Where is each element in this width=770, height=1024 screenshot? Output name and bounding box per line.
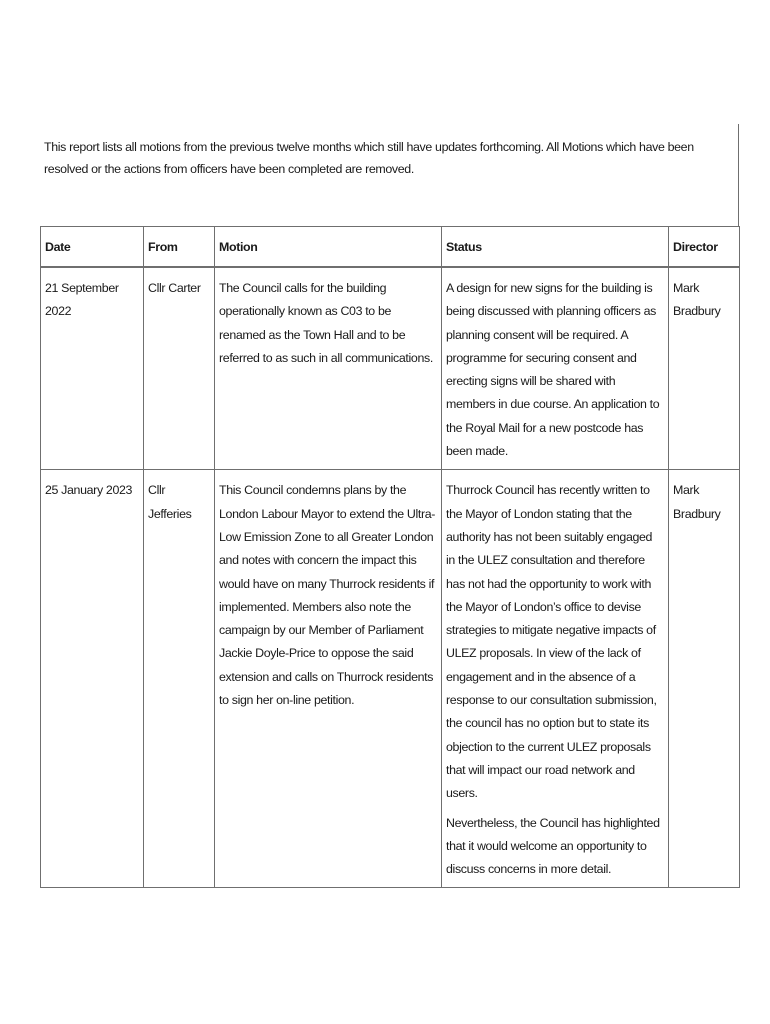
cell-date: 25 January 2023 <box>41 470 144 888</box>
header-director: Director <box>669 227 740 268</box>
cell-status <box>442 470 669 888</box>
cell-from: Cllr Jefferies <box>144 470 215 888</box>
header-motion: Motion <box>215 227 442 268</box>
table-header-row <box>41 227 740 268</box>
cell-from: Cllr Carter <box>144 267 215 470</box>
table-row <box>41 470 740 888</box>
intro-paragraph: This report lists all motions from the previous twelve months which still have updates forthcoming. All Motions which have been resolved or the actions from officers have been completed are removed. <box>44 140 694 176</box>
status-paragraph: Thurrock Council has recently written to the Mayor of London stating that the authority has not been suitably engaged in the ULEZ consultation and therefore has not had the opportunity to work with the Mayor of London’s office to devise strategies to mitigate negative impacts of ULEZ proposals. In view of the lack of engagement and in the absence of a response to our consultation submission, the council has no option but to state its objection to the current ULEZ proposals that will impact our road network and users. <box>446 483 657 801</box>
header-status: Status <box>442 227 669 268</box>
header-date: Date <box>41 227 144 268</box>
cell-director: Mark Bradbury <box>669 470 740 888</box>
status-paragraph: Nevertheless, the Council has highlighted that it would welcome an opportunity to discuss concerns in more detail. <box>446 815 660 877</box>
motions-table <box>40 226 740 888</box>
cell-status <box>442 267 669 470</box>
table-row <box>41 267 740 470</box>
header-from: From <box>144 227 215 268</box>
page-edge-rule <box>738 124 739 226</box>
cell-director: Mark Bradbury <box>669 267 740 470</box>
cell-date: 21 September 2022 <box>41 267 144 470</box>
cell-motion: This Council condemns plans by the London Labour Mayor to extend the Ultra-Low Emission Zone to all Greater London and notes with concern the impact this would have on many Thurrock residents if implemented. Members also note the campaign by our Member of Parliament Jackie Doyle-Price to oppose the said extension and calls on Thurrock residents to sign her on-line petition. <box>215 470 442 888</box>
status-paragraph: A design for new signs for the building is being discussed with planning officers as planning consent will be required. A programme for securing consent and erecting signs will be shared with members in due course. An application to the Royal Mail for a new postcode has been made. <box>446 281 660 459</box>
cell-motion: The Council calls for the building operationally known as C03 to be renamed as the Town Hall and to be referred to as such in all communications. <box>215 267 442 470</box>
